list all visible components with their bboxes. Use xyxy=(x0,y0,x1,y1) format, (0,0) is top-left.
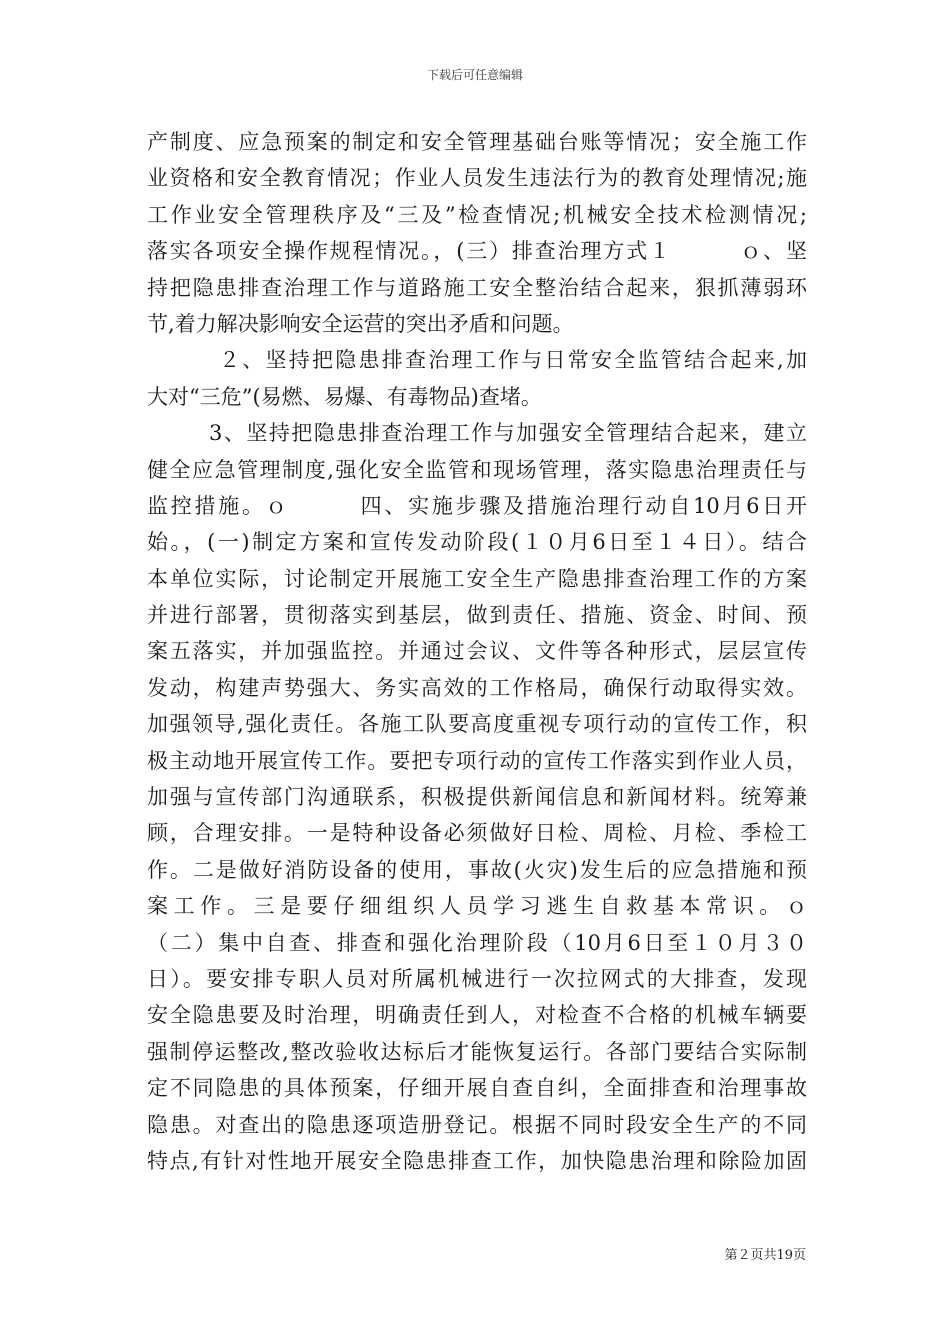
text-line: 大对“三危”(易燃、易爆、有毒物品)查堵。 xyxy=(147,384,542,409)
text-line: 日）。要安排专职人员对所属机械进行一次拉网式的大排查，发现 xyxy=(147,966,807,991)
text-line: 始。，(一)制定方案和宣传发动阶段(１０月6日至１４日）。结合 xyxy=(147,530,807,555)
text-line: 案工作。三是要仔细组织人员学习逃生自救基本常识。ｏ xyxy=(147,894,807,919)
text-line: 加强领导,强化责任。各施工队要高度重视专项行动的宣传工作，积 xyxy=(147,712,807,737)
text-line: 作。二是做好消防设备的使用，事故(火灾)发生后的应急措施和预 xyxy=(147,857,807,882)
text-line: 发动，构建声势强大、务实高效的工作格局，确保行动取得实效。 xyxy=(147,675,807,700)
page-number: 第２页共19页 xyxy=(724,1248,806,1263)
text-line: 节,着力解决影响安全运营的突出矛盾和问题。 xyxy=(147,311,574,336)
text-line: 持把隐患排查治理工作与道路施工安全整治结合起来，狠抓薄弱环 xyxy=(147,275,807,300)
text-line: 业资格和安全教育情况；作业人员发生违法行为的教育处理情况;施 xyxy=(147,166,807,191)
text-line: 强制停运整改,整改验收达标后才能恢复运行。各部门要结合实际制 xyxy=(147,1039,807,1064)
text-line: ２、坚持把隐患排查治理工作与日常安全监管结合起来,加 xyxy=(219,348,807,373)
text-line: 安全隐患要及时治理，明确责任到人，对检查不合格的机械车辆要 xyxy=(147,1003,807,1028)
text-line: 本单位实际，讨论制定开展施工安全生产隐患排查治理工作的方案 xyxy=(147,566,807,591)
text-line: 特点,有针对性地开展安全隐患排查工作，加快隐患治理和除险加固 xyxy=(147,1148,807,1173)
text-line: 顾，合理安排。一是特种设备必须做好日检、周检、月检、季检工 xyxy=(147,821,807,846)
text-line: 健全应急管理制度,强化安全监管和现场管理，落实隐患治理责任与 xyxy=(147,457,807,482)
text-line: 监控措施。ｏ 四、实施步骤及措施治理行动自10月6日开 xyxy=(147,493,807,518)
text-line: 3、坚持把隐患排查治理工作与加强安全管理结合起来，建立 xyxy=(209,421,807,446)
document-body xyxy=(147,124,807,1179)
text-line: 定不同隐患的具体预案，仔细开展自查自纠，全面排查和治理事故 xyxy=(147,1076,807,1101)
page-header-note: 下载后可任意编辑 xyxy=(426,68,523,82)
text-line: 工作业安全管理秩序及“三及”检查情况;机械安全技术检测情况; xyxy=(147,202,807,227)
text-line: 案五落实，并加强监控。并通过会议、文件等各种形式，层层宣传 xyxy=(147,639,807,664)
text-line: 落实各项安全操作规程情况。，(三）排查治理方式１ ｏ、坚 xyxy=(147,239,807,264)
text-line: （二）集中自查、排查和强化治理阶段（10月6日至１０月３０ xyxy=(147,930,807,955)
text-line: 隐患。对查出的隐患逐项造册登记。根据不同时段安全生产的不同 xyxy=(147,1112,807,1137)
text-line: 并进行部署，贯彻落实到基层，做到责任、措施、资金、时间、预 xyxy=(147,603,807,628)
text-line: 产制度、应急预案的制定和安全管理基础台账等情况；安全施工作 xyxy=(147,130,807,154)
text-line: 极主动地开展宣传工作。要把专项行动的宣传工作落实到作业人员， xyxy=(147,748,807,773)
text-line: 加强与宣传部门沟通联系，积极提供新闻信息和新闻材料。统筹兼 xyxy=(147,785,807,810)
